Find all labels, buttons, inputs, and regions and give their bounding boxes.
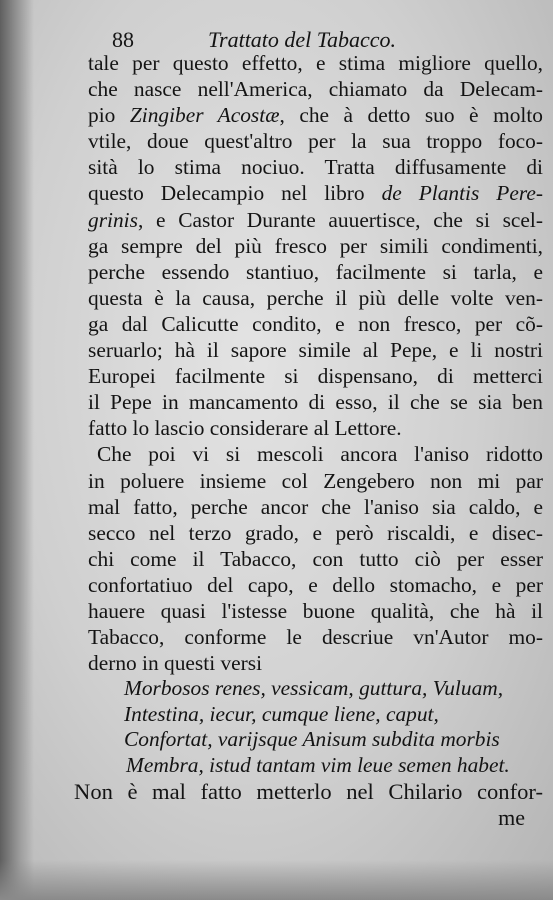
text-line [88,207,543,233]
text-run: sità lo stima nociuo. Tratta diffusamente di [88,155,543,180]
page-shadow-left [0,0,34,900]
text-run: questa è la causa, perche il più delle volte ven- [88,285,543,310]
text-line [88,233,543,259]
text-run: in poluere insieme col Zengebero non mi par [88,468,543,493]
verse-line: Intestina, iecur, cumque liene, caput, [124,701,439,726]
text-line [88,337,543,363]
page-number: 88 [112,27,134,52]
text-line [88,415,543,441]
verse-line: Membra, istud tantam vim leue semen habet. [126,752,510,777]
text-line [88,520,543,546]
text-line [88,128,543,154]
text-run: chi come il Tabacco, con tutto ciò per esser [88,546,543,571]
text-line [88,468,543,494]
body-text [74,50,543,831]
text-line [88,572,543,598]
text-line [88,285,543,311]
text-line [88,50,543,76]
catchword: me [498,805,525,831]
text-run: Tabacco, conforme le descriue vn'Autor mo- [88,625,543,650]
text-run: mal fatto, perche ancor che l'aniso sia caldo, e [88,494,543,519]
text-run: confortatiuo del capo, e dello stomacho, e per [88,572,543,597]
text-line [88,494,543,520]
text-line [88,259,543,285]
text-run: , e Castor Durante auuertisce, che si scel- [137,207,543,232]
text-run: perche essendo stantiuo, facilmente si tarla, e [88,259,543,284]
text-line [88,363,543,389]
text-run: seruarlo; hà il sapore simile al Pepe, e li nostri [88,338,543,363]
page-shadow-bottom [0,860,553,900]
text-line [88,389,543,415]
text-run: Che poi vi si mescoli ancora l'aniso ridotto [97,442,543,467]
text-line [88,546,543,572]
text-run: secco nel terzo grado, e però riscaldi, e disec- [88,520,543,545]
paragraph-1 [88,50,543,441]
running-title: Trattato del Tabacco. [208,27,397,52]
paragraph-2 [88,441,543,676]
text-run: questo Delecampio nel libro [88,181,382,206]
text-line [88,154,543,180]
text-run: che nasce nell'America, chiamato da Delecam- [88,77,543,102]
text-run: hauere quasi l'istesse buone qualità, che hà il [88,598,543,623]
text-line [88,598,543,624]
text-line [88,441,543,467]
text-line [88,102,543,128]
italic-text: Zingiber Acostæ [129,103,280,128]
text-line [88,76,543,102]
text-run: , che à detto suo è molto [279,103,543,128]
text-run: vtile, doue quest'altro per la sua troppo foco- [88,129,543,154]
text-line [88,624,543,650]
text-run: Europei facilmente si dispensano, di metterci [88,364,543,389]
text-run: pio [88,103,130,128]
text-line [88,650,543,676]
verse-line: Confortat, varijsque Anisum subdita morbis [124,727,500,752]
text-run: ga dal Calicutte condito, e non fresco, per cõ- [88,311,543,336]
text-run: fatto lo lascio considerare al Lettore. [88,416,402,441]
text-line [88,311,543,337]
text-run: il Pepe in mancamento di esso, il che se sia ben [88,390,543,415]
text-line [88,180,543,206]
text-run: tale per questo effetto, e stima migliore quello, [88,51,543,75]
text-run: ga sempre del più fresco per simili condimenti, [88,233,543,258]
final-line: Non è mal fatto metterlo nel Chilario confor- [74,779,543,805]
text-run: derno in questi versi [88,651,263,676]
verse-line: Morbosos renes, vessicam, guttura, Vuluam, [124,676,504,701]
verse-quotation [88,676,543,778]
italic-text: de Plantis Pere- [381,181,543,206]
italic-text: grinis [88,207,138,232]
